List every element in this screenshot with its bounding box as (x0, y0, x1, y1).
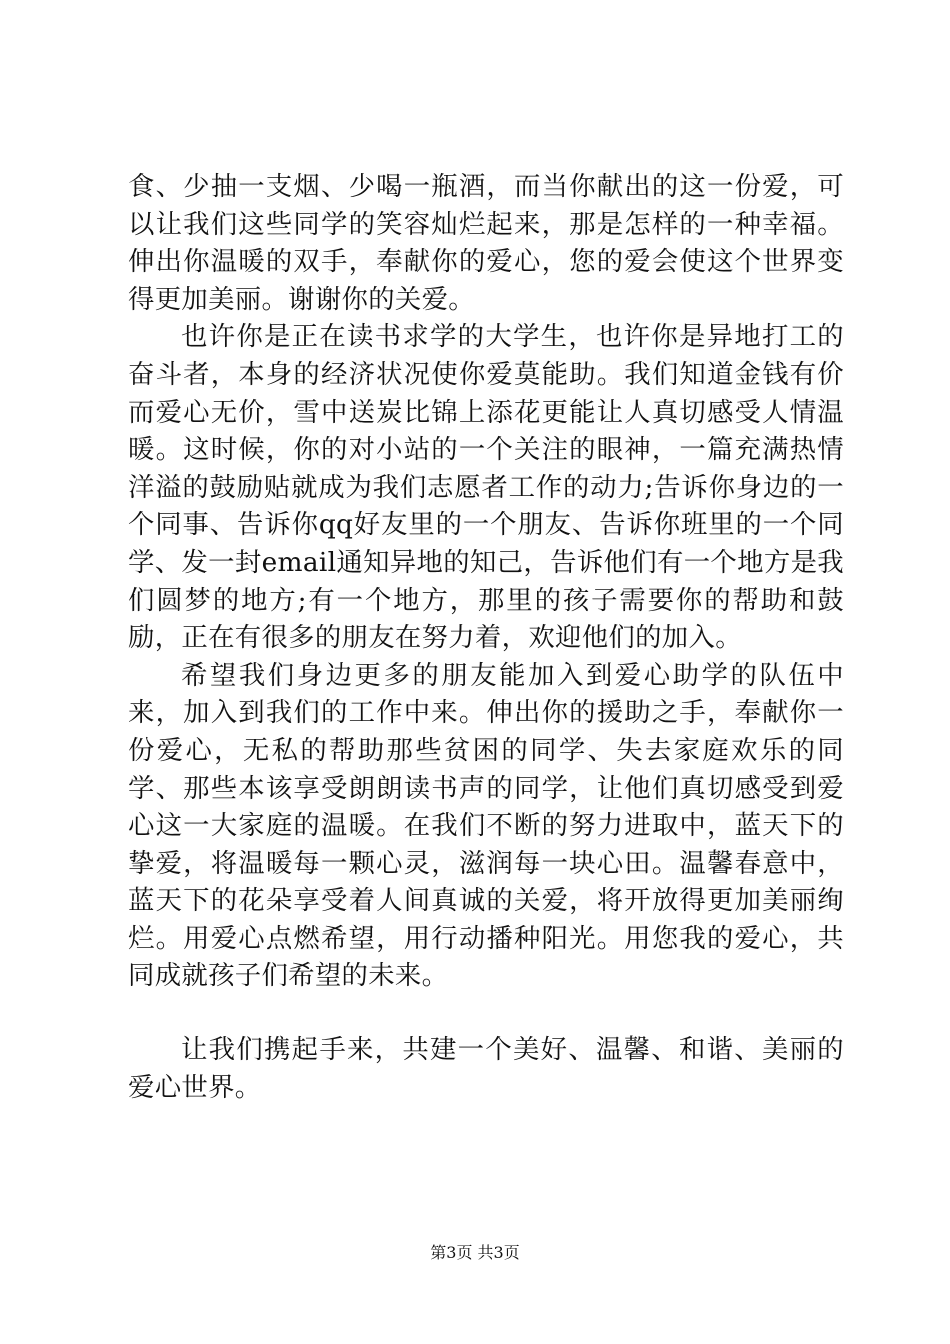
paragraph-closing: 让我们携起手来，共建一个美好、温馨、和谐、美丽的爱心世界。 (128, 1034, 844, 1103)
paragraph-hope-join: 希望我们身边更多的朋友能加入到爱心助学的队伍中来，加入到我们的工作中来。伸出你的援助之手，奉献你一份爱心，无私的帮助那些贫困的同学、失去家庭欢乐的同学、那些本该享受朗朗读书声的同学，让他们真切感受到爱心这一大家庭的温暖。在我们不断的努力进取中，蓝天下的挚爱，将温暖每一颗心灵，滋润每一块心田。温馨春意中，蓝天下的花朵享受着人间真诚的关爱，将开放得更加美丽绚烂。用爱心点燃希望，用行动播种阳光。用您我的爱心，共同成就孩子们希望的未来。 (128, 659, 844, 992)
paragraph-continuation: 食、少抽一支烟、少喝一瓶酒，而当你献出的这一份爱，可以让我们这些同学的笑容灿烂起来，那是怎样的一种幸福。伸出你温暖的双手，奉献你的爱心，您的爱会使这个世界变得更加美丽。谢谢你的关爱。 (128, 171, 844, 315)
document-body (128, 168, 844, 1106)
page-number-footer: 第3页 共3页 (430, 1243, 520, 1262)
paragraph-student-worker: 也许你是正在读书求学的大学生，也许你是异地打工的奋斗者，本身的经济状况使你爱莫能助。我们知道金钱有价而爱心无价，雪中送炭比锦上添花更能让人真切感受人情温暖。这时候，你的对小站的一个关注的眼神，一篇充满热情洋溢的鼓励贴就成为我们志愿者工作的动力;告诉你身边的一个同事、告诉你qq好友里的一个朋友、告诉你班里的一个同学、发一封email通知异地的知己，告诉他们有一个地方是我们圆梦的地方;有一个地方，那里的孩子需要你的帮助和鼓励，正在有很多的朋友在努力着，欢迎他们的加入。 (128, 321, 844, 654)
